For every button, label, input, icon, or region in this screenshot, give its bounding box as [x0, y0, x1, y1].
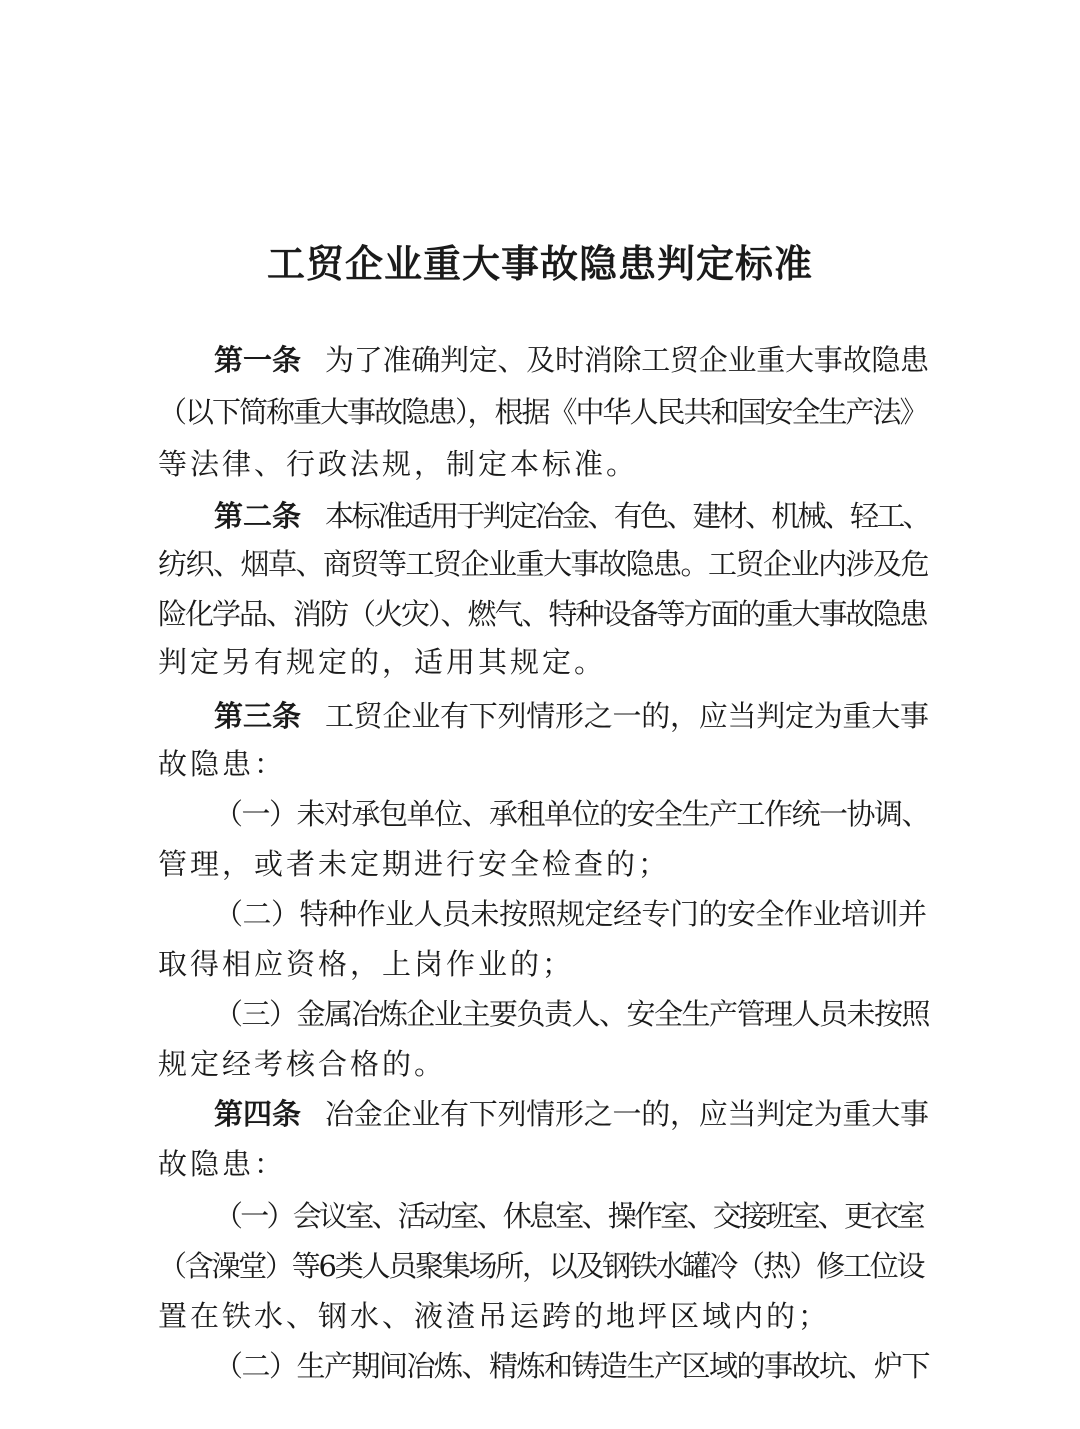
line-text: 工贸企业有下列情形之一的，应当判定为重大事	[325, 699, 929, 733]
line-text: 判定另有规定的，适用其规定。	[158, 645, 607, 679]
paragraph-line	[214, 988, 928, 1040]
line-text: （含澡堂）等6类人员聚集场所，以及钢铁水罐冷（热）修工位设	[158, 1249, 924, 1283]
line-text: （一）会议室、活动室、休息室、操作室、交接班室、更衣室	[214, 1199, 923, 1233]
paragraph-line	[214, 1190, 928, 1242]
line-text: （三）金属冶炼企业主要负责人、安全生产管理人员未按照	[214, 997, 930, 1031]
article-label: 第三条	[214, 699, 302, 733]
line-text: 为了准确判定、及时消除工贸企业重大事故隐患	[325, 343, 929, 377]
line-text: 取得相应资格，上岗作业的；	[158, 947, 575, 981]
paragraph-line	[158, 438, 928, 490]
article-label: 第二条	[214, 499, 302, 533]
line-text: （二）特种作业人员未按照规定经专门的安全作业培训并	[214, 897, 927, 931]
line-text: 故隐患：	[158, 1147, 287, 1181]
paragraph-line	[214, 1340, 928, 1392]
paragraph-line	[158, 938, 928, 990]
paragraph-line	[158, 386, 928, 438]
paragraph-line	[158, 636, 928, 688]
line-text: 故隐患：	[158, 747, 287, 781]
line-text: 险化学品、消防（火灾）、燃气、特种设备等方面的重大事故隐患	[158, 597, 927, 631]
line-text: （以下简称重大事故隐患），根据《中华人民共和国安全生产法》	[158, 395, 927, 429]
line-text: 管理，或者未定期进行安全检查的；	[158, 847, 671, 881]
paragraph-line	[214, 690, 928, 742]
line-text: 本标准适用于判定冶金、有色、建材、机械、轻工、	[325, 499, 929, 533]
paragraph-line	[158, 838, 928, 890]
document-title: 工贸企业重大事故隐患判定标准	[266, 241, 813, 286]
line-text: （二）生产期间冶炼、精炼和铸造生产区域的事故坑、炉下	[214, 1349, 930, 1383]
paragraph-line	[158, 1240, 928, 1292]
line-text: 置在铁水、钢水、液渣吊运跨的地坪区域内的；	[158, 1299, 831, 1333]
article-label: 第一条	[214, 343, 302, 377]
line-text: 纺织、烟草、商贸等工贸企业重大事故隐患。工贸企业内涉及危	[158, 547, 929, 581]
paragraph-line	[158, 588, 928, 640]
paragraph-line	[158, 1290, 928, 1342]
paragraph-line	[158, 1038, 928, 1090]
paragraph-line	[214, 490, 928, 542]
paragraph-line	[158, 1138, 928, 1190]
paragraph-line	[214, 888, 928, 940]
paragraph-line	[214, 334, 928, 386]
paragraph-line	[214, 788, 928, 840]
line-text: 等法律、行政法规，制定本标准。	[158, 447, 639, 481]
article-label: 第四条	[214, 1097, 302, 1131]
paragraph-line	[158, 738, 928, 790]
line-text: 冶金企业有下列情形之一的，应当判定为重大事	[325, 1097, 929, 1131]
line-text: 规定经考核合格的。	[158, 1047, 447, 1081]
line-text: （一）未对承包单位、承租单位的安全生产工作统一协调、	[214, 797, 930, 831]
paragraph-line	[158, 538, 928, 590]
paragraph-line	[214, 1088, 928, 1140]
